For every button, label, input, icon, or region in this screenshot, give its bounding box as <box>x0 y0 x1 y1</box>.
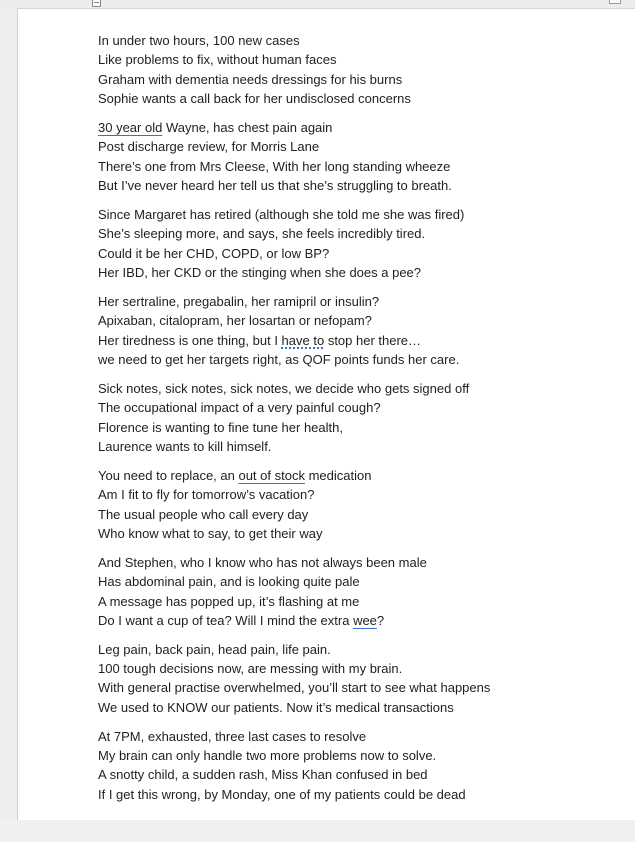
text-run: Sick notes, sick notes, sick notes, we decide who gets signed off <box>98 380 470 396</box>
text-line[interactable] <box>98 678 618 697</box>
text-line[interactable] <box>98 505 618 524</box>
text-run: Her IBD, her CKD or the stinging when she does a pee? <box>98 265 422 281</box>
text-line[interactable] <box>98 50 618 69</box>
text-line[interactable] <box>98 379 618 398</box>
text-line[interactable] <box>98 727 618 746</box>
text-run: Florence is wanting to fine tune her health, <box>98 419 343 435</box>
text-run: medication <box>304 467 372 483</box>
text-run: A snotty child, a sudden rash, Miss Khan confused in bed <box>98 767 428 783</box>
text-line[interactable] <box>98 765 618 784</box>
text-line[interactable] <box>98 331 618 350</box>
grammar-suggestion[interactable]: wee <box>353 612 377 628</box>
stanza <box>98 466 618 544</box>
document-page[interactable] <box>18 9 635 820</box>
text-run: Like problems to fix, without human faces <box>98 52 337 68</box>
text-run: In under two hours, 100 new cases <box>98 33 300 48</box>
text-run: Laurence wants to kill himself. <box>98 438 272 454</box>
text-line[interactable] <box>98 553 618 572</box>
grammar-suggestion[interactable]: out of stock <box>238 467 305 483</box>
text-run: With general practise overwhelmed, you’ll start to see what happens <box>98 680 491 696</box>
text-line[interactable] <box>98 698 618 717</box>
text-run: Leg pain, back pain, head pain, life pain. <box>98 641 331 657</box>
poem-body[interactable] <box>98 31 618 814</box>
text-line[interactable] <box>98 524 618 543</box>
text-run: 100 tough decisions now, are messing with my brain. <box>98 661 403 677</box>
stanza <box>98 553 618 631</box>
text-line[interactable] <box>98 224 618 243</box>
text-run: Am I fit to fly for tomorrow’s vacation? <box>98 487 315 503</box>
stanza <box>98 292 618 370</box>
text-run: She’s sleeping more, and says, she feels incredibly tired. <box>98 226 426 242</box>
style-suggestion[interactable]: have to <box>281 332 325 348</box>
text-run: Could it be her CHD, COPD, or low BP? <box>98 245 330 261</box>
text-run: The occupational impact of a very painful cough? <box>98 400 381 416</box>
text-line[interactable] <box>98 118 618 137</box>
text-run: Graham with dementia needs dressings for his burns <box>98 71 403 87</box>
right-margin-marker-icon[interactable] <box>609 0 621 4</box>
text-run: Who know what to say, to get their way <box>98 525 323 541</box>
text-line[interactable] <box>98 485 618 504</box>
ruler-bar <box>0 0 635 9</box>
text-line[interactable] <box>98 785 618 804</box>
stanza <box>98 727 618 805</box>
text-run: Has abdominal pain, and is looking quite pale <box>98 574 360 590</box>
text-line[interactable] <box>98 89 618 108</box>
text-line[interactable] <box>98 244 618 263</box>
text-line[interactable] <box>98 418 618 437</box>
vertical-ruler <box>0 8 18 820</box>
text-run: Wayne, has chest pain again <box>162 119 333 135</box>
text-run: Do I want a cup of tea? Will I mind the extra <box>98 612 354 628</box>
text-run: Apixaban, citalopram, her losartan or nefopam? <box>98 313 372 329</box>
stanza <box>98 640 618 718</box>
text-line[interactable] <box>98 311 618 330</box>
text-line[interactable] <box>98 31 618 50</box>
text-line[interactable] <box>98 137 618 156</box>
text-run: We used to KNOW our patients. Now it’s medical transactions <box>98 699 454 715</box>
text-run: Since Margaret has retired (although she told me she was fired) <box>98 206 465 222</box>
text-line[interactable] <box>98 611 618 630</box>
grammar-suggestion[interactable]: 30 year old <box>98 119 163 135</box>
text-line[interactable] <box>98 659 618 678</box>
text-run: A message has popped up, it’s flashing at me <box>98 593 360 609</box>
text-run: But I’ve never heard her tell us that she’s struggling to breath. <box>98 178 452 194</box>
text-run: There’s one from Mrs Cleese, With her long standing wheeze <box>98 158 451 174</box>
text-line[interactable] <box>98 592 618 611</box>
text-run: At 7PM, exhausted, three last cases to resolve <box>98 728 367 744</box>
text-line[interactable] <box>98 437 618 456</box>
text-run: If I get this wrong, by Monday, one of my patients could be dead <box>98 786 466 802</box>
text-run: ? <box>376 612 385 628</box>
text-line[interactable] <box>98 176 618 195</box>
text-line[interactable] <box>98 572 618 591</box>
text-run: stop her there… <box>324 332 422 348</box>
indent-marker-icon[interactable] <box>92 0 101 7</box>
text-line[interactable] <box>98 157 618 176</box>
text-line[interactable] <box>98 70 618 89</box>
text-line[interactable] <box>98 466 618 485</box>
text-run: we need to get her targets right, as QOF points funds her care. <box>98 352 460 368</box>
text-run: Post discharge review, for Morris Lane <box>98 139 320 155</box>
text-run: Her tiredness is one thing, but I <box>98 332 282 348</box>
text-line[interactable] <box>98 205 618 224</box>
text-line[interactable] <box>98 350 618 369</box>
stanza <box>98 205 618 283</box>
page-gap <box>0 820 635 842</box>
text-run: Sophie wants a call back for her undisclosed concerns <box>98 91 411 107</box>
text-line[interactable] <box>98 746 618 765</box>
text-run: You need to replace, an <box>98 467 239 483</box>
text-line[interactable] <box>98 292 618 311</box>
text-run: Her sertraline, pregabalin, her ramipril or insulin? <box>98 293 380 309</box>
text-line[interactable] <box>98 640 618 659</box>
text-line[interactable] <box>98 263 618 282</box>
text-run: The usual people who call every day <box>98 506 309 522</box>
text-run: And Stephen, who I know who has not always been male <box>98 554 427 570</box>
text-run: My brain can only handle two more problems now to solve. <box>98 748 437 764</box>
stanza <box>98 31 618 109</box>
text-line[interactable] <box>98 398 618 417</box>
stanza <box>98 118 618 196</box>
stanza <box>98 379 618 457</box>
